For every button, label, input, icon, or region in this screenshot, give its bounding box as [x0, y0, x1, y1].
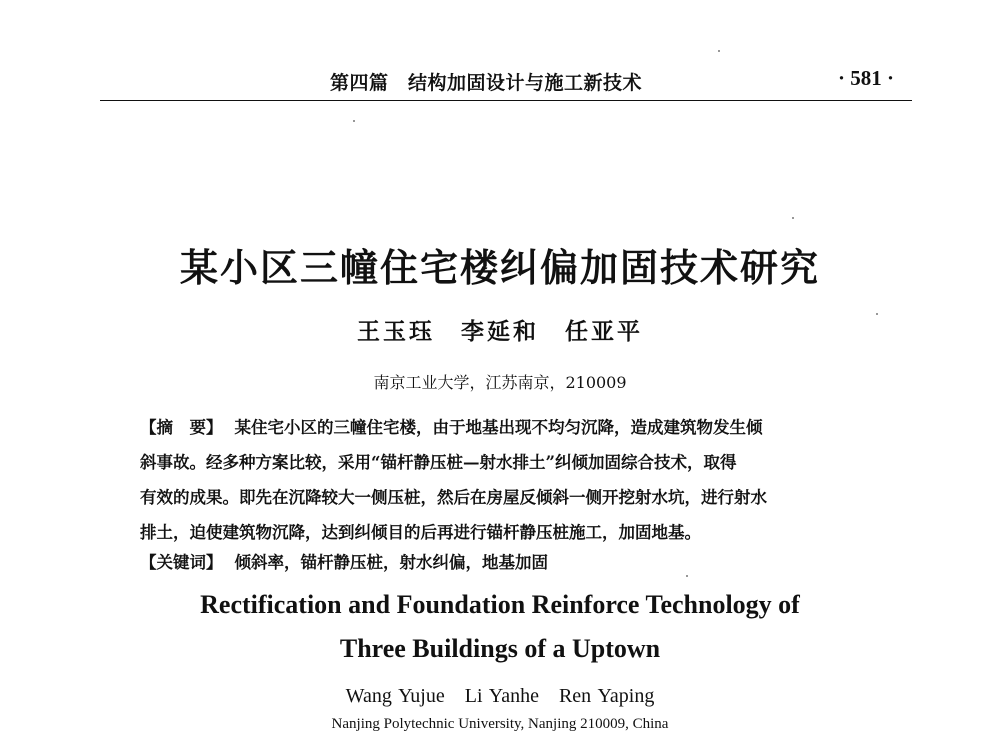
running-header	[100, 64, 912, 98]
abstract-label: 【摘 要】	[140, 418, 223, 437]
header-rule	[100, 100, 912, 101]
scan-speck	[353, 120, 355, 122]
abstract	[140, 410, 914, 550]
abstract-line: 排土，迫使建筑物沉降，达到纠倾目的后再进行锚杆静压桩施工，加固地基。	[140, 523, 701, 542]
keywords	[140, 548, 548, 578]
running-title: 第四篇 结构加固设计与施工新技术	[330, 72, 643, 94]
keywords-label: 【关键词】	[140, 553, 223, 572]
abstract-line: 斜事故。经多种方案比较，采用“锚杆静压桩—射水排土”纠倾加固综合技术，取得	[140, 453, 737, 472]
authors-zh: 王玉珏 李延和 任亚平	[357, 318, 643, 345]
scan-speck	[686, 575, 688, 577]
authors-en: Wang Yujue Li Yanhe Ren Yaping	[345, 685, 655, 707]
abstract-line: 有效的成果。即先在沉降较大一侧压桩，然后在房屋反倾斜一侧开挖射水坑，进行射水	[140, 488, 767, 507]
paper-title-en-line2: Three Buildings of a Uptown	[339, 634, 661, 663]
affiliation-zh: 南京工业大学，江苏南京，210009	[373, 373, 627, 392]
scan-speck	[792, 217, 794, 219]
affiliation-en: Nanjing Polytechnic University, Nanjing 210009, China	[331, 716, 669, 732]
paper-title-en-line1: Rectification and Foundation Reinforce Technology of	[200, 590, 800, 619]
page-number: · 581 ·	[837, 66, 894, 90]
scan-speck	[718, 50, 720, 52]
paper-title-zh: 某小区三幢住宅楼纠偏加固技术研究	[179, 245, 820, 290]
abstract-text: 某住宅小区的三幢住宅楼，由于地基出现不均匀沉降，造成建筑物发生倾	[234, 418, 763, 437]
abstract-line	[140, 410, 914, 445]
keywords-text: 倾斜率，锚杆静压桩，射水纠偏，地基加固	[234, 553, 548, 572]
